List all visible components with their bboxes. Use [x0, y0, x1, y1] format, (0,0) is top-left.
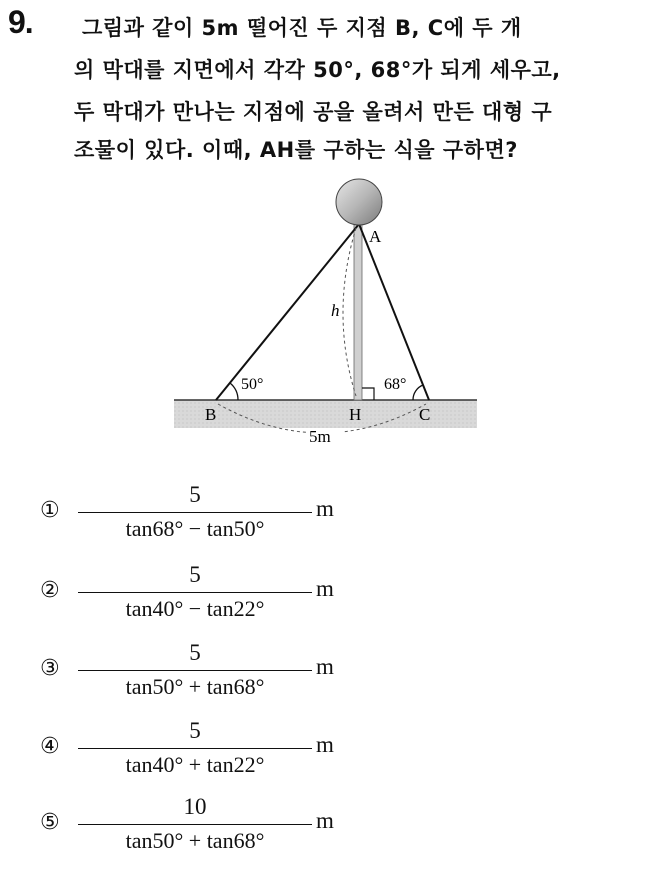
- fraction-bar: [78, 512, 312, 513]
- label-h-foot: H: [349, 405, 362, 424]
- denominator: tan50° + tan68°: [125, 828, 265, 853]
- choice-fraction: [78, 482, 312, 542]
- label-c: C: [419, 405, 431, 424]
- choice-marker: ①: [40, 498, 60, 523]
- question-number: 9.: [8, 4, 33, 40]
- numerator: 5: [189, 718, 201, 743]
- choice-fraction: [78, 718, 312, 778]
- choice-3[interactable]: [40, 640, 440, 720]
- choice-marker: ②: [40, 578, 60, 603]
- structure-diagram: [170, 178, 485, 450]
- choice-4[interactable]: [40, 718, 440, 798]
- fraction-bar: [78, 748, 312, 749]
- choice-2[interactable]: [40, 562, 440, 642]
- angle-label-c: 68°: [384, 376, 407, 393]
- choice-marker: ③: [40, 656, 60, 681]
- question-line-4: 조물이 있다. 이때, AH를 구하는 식을 구하면?: [74, 138, 518, 162]
- choice-fraction: [78, 794, 312, 854]
- unit: m: [316, 808, 334, 833]
- angle-arc-b: [230, 383, 238, 400]
- numerator: 5: [189, 640, 201, 665]
- choice-marker: ④: [40, 734, 60, 759]
- denominator: tan40° + tan22°: [125, 752, 265, 777]
- question-line-1: 그림과 같이 5m 떨어진 두 지점 B, C에 두 개: [82, 16, 522, 40]
- denominator: tan40° − tan22°: [125, 596, 265, 621]
- numerator: 10: [183, 794, 207, 819]
- ground: [174, 400, 477, 428]
- unit: m: [316, 576, 334, 601]
- question-line-3: 두 막대가 만나는 지점에 공을 올려서 만든 대형 구: [74, 100, 553, 124]
- center-pole: [354, 224, 362, 400]
- choice-1[interactable]: [40, 482, 440, 562]
- distance-label: 5m: [309, 427, 331, 446]
- fraction-bar: [78, 824, 312, 825]
- choice-marker: ⑤: [40, 810, 60, 835]
- denominator: tan50° + tan68°: [125, 674, 265, 699]
- numerator: 5: [189, 562, 201, 587]
- choice-fraction: [78, 640, 312, 700]
- fraction-bar: [78, 670, 312, 671]
- right-angle-mark: [362, 388, 374, 400]
- unit: m: [316, 654, 334, 679]
- unit: m: [316, 496, 334, 521]
- rod-c: [359, 224, 429, 400]
- label-h-height: h: [331, 301, 340, 320]
- choice-5[interactable]: [40, 794, 440, 874]
- angle-label-b: 50°: [241, 376, 264, 393]
- numerator: 5: [189, 482, 201, 507]
- fraction-bar: [78, 592, 312, 593]
- question-line-2: 의 막대를 지면에서 각각 50°, 68°가 되게 세우고,: [74, 58, 561, 82]
- denominator: tan68° − tan50°: [125, 516, 265, 541]
- label-b: B: [205, 405, 217, 424]
- ball: [336, 179, 382, 225]
- choice-fraction: [78, 562, 312, 622]
- angle-arc-c: [413, 385, 423, 400]
- unit: m: [316, 732, 334, 757]
- label-a: A: [369, 227, 382, 246]
